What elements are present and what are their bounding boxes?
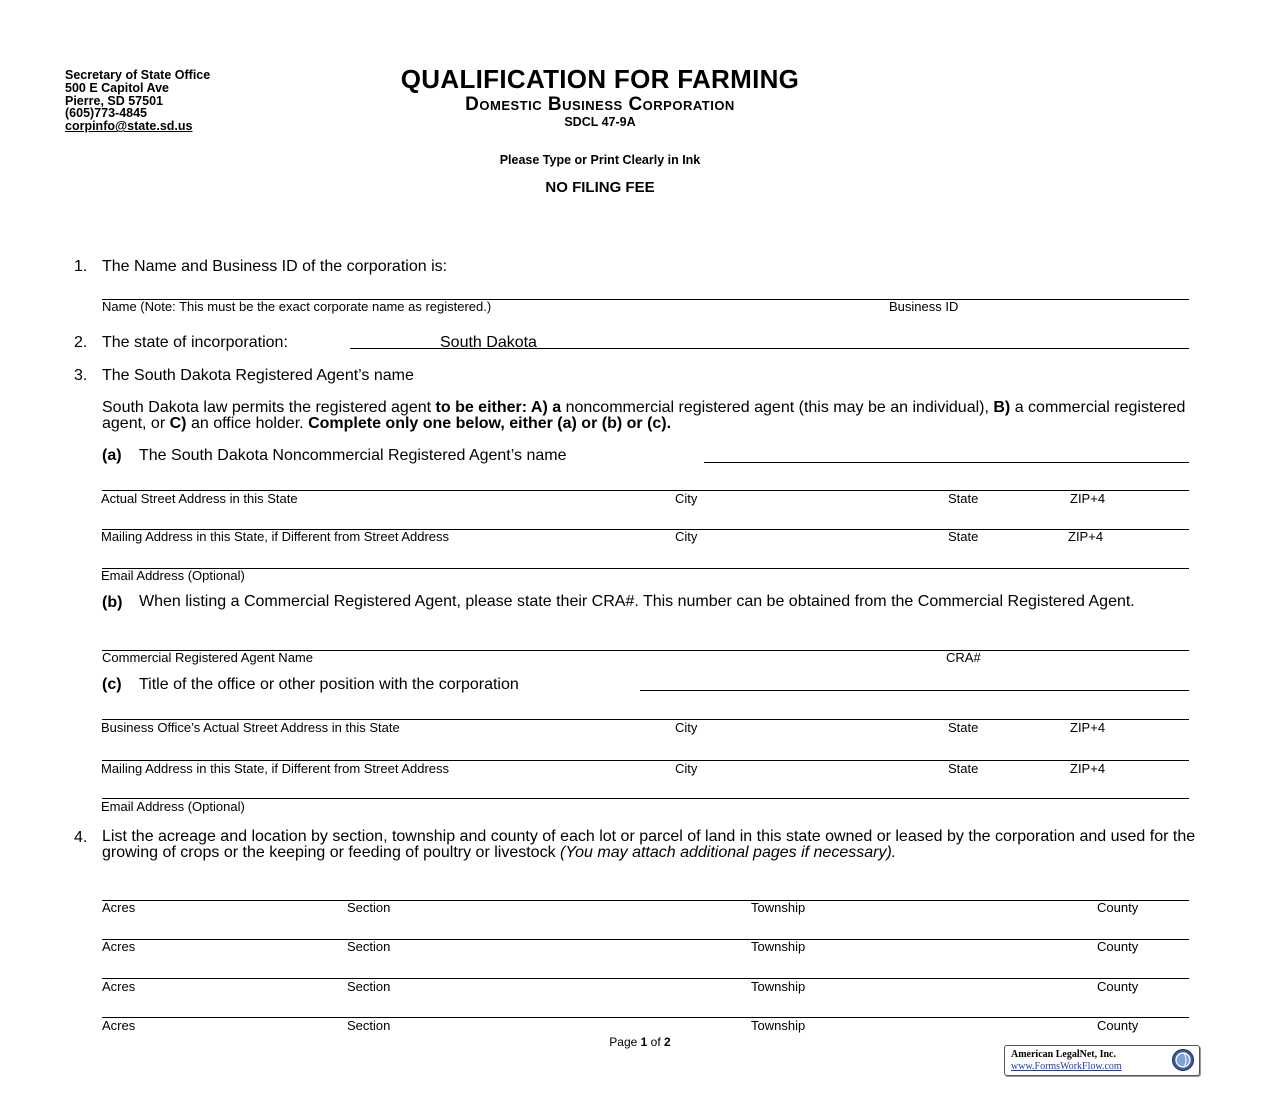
filing-fee-note: NO FILING FEE xyxy=(545,179,655,196)
acres-caption: Acres xyxy=(102,939,136,954)
business-id-caption: Business ID xyxy=(889,299,959,314)
office-email-field[interactable] xyxy=(102,798,1189,799)
agent-mailing-zip-caption: ZIP+4 xyxy=(1068,529,1104,544)
agent-email-caption: Email Address (Optional) xyxy=(101,568,245,583)
county-caption: County xyxy=(1097,1018,1139,1033)
section-caption: Section xyxy=(347,1018,391,1033)
form-title: QUALIFICATION FOR FARMING xyxy=(400,64,800,94)
option-a-label: (a) xyxy=(102,447,122,464)
office-city: Pierre, SD 57501 xyxy=(65,93,163,108)
acres-caption: Acres xyxy=(102,900,136,915)
american-legalnet-logo[interactable] xyxy=(1004,1045,1200,1076)
print-instruction: Please Type or Print Clearly in Ink xyxy=(499,153,701,167)
land-row-1[interactable] xyxy=(102,900,1189,901)
page-number: Page 1 of 2 xyxy=(609,1035,671,1049)
office-street-caption: Business Office’s Actual Street Address in this State xyxy=(101,720,400,735)
office-title-field[interactable] xyxy=(640,690,1189,691)
section-caption: Section xyxy=(347,900,391,915)
agent-email-field[interactable] xyxy=(102,568,1189,569)
q2-number: 2. xyxy=(74,334,88,351)
agent-mailing-city-caption: City xyxy=(675,529,698,544)
logo-company-name: American LegalNet, Inc. xyxy=(1011,1049,1116,1060)
state-of-incorporation-value: South Dakota xyxy=(440,334,537,351)
option-c-label: (c) xyxy=(102,676,122,693)
option-a-text: The South Dakota Noncommercial Registered Agent’s name xyxy=(139,447,567,464)
q4-text: List the acreage and location by section, township and county of each lot or parcel of land in this state owned or leased by the corporation and used for the growing of crops or the keeping or feeding of poultry or livestock (You may attach additional pages if necessary). xyxy=(102,828,1196,861)
township-caption: Township xyxy=(751,1018,806,1033)
agent-street-caption: Actual Street Address in this State xyxy=(101,491,298,506)
land-row-2[interactable] xyxy=(102,939,1189,940)
q4-number: 4. xyxy=(74,829,88,846)
agent-street-state-caption: State xyxy=(948,491,979,506)
township-caption: Township xyxy=(751,900,806,915)
agent-mailing-caption: Mailing Address in this State, if Different from Street Address xyxy=(101,529,450,544)
agent-street-zip-caption: ZIP+4 xyxy=(1070,491,1106,506)
globe-icon xyxy=(1171,1048,1195,1072)
commercial-agent-caption: Commercial Registered Agent Name xyxy=(102,650,313,665)
form-subtitle: Domestic Business Corporation xyxy=(465,94,735,115)
county-caption: County xyxy=(1097,979,1139,994)
section-caption: Section xyxy=(347,979,391,994)
office-phone: (605)773-4845 xyxy=(65,106,148,121)
office-mailing-city-caption: City xyxy=(675,761,698,776)
county-caption: County xyxy=(1097,939,1139,954)
option-c-text: Title of the office or other position with the corporation xyxy=(139,676,519,693)
registered-agent-instructions: South Dakota law permits the registered agent to be either: A) a noncommercial registered agent (this may be an individual), B) a commercial registered agent, or C) an office holder. Complete only one below, either (a) or (b) or (c). xyxy=(102,399,1186,432)
cra-number-caption: CRA# xyxy=(946,650,981,665)
q1-text: The Name and Business ID of the corporation is: xyxy=(102,258,448,275)
q3-text: The South Dakota Registered Agent’s name xyxy=(102,367,414,384)
land-row-4[interactable] xyxy=(102,1017,1189,1018)
logo-website-link[interactable]: www.FormsWorkFlow.com xyxy=(1011,1061,1122,1072)
office-name: Secretary of State Office xyxy=(65,68,211,82)
corp-name-caption: Name (Note: This must be the exact corporate name as registered.) xyxy=(102,299,492,314)
office-street-zip-caption: ZIP+4 xyxy=(1070,720,1106,735)
county-caption: County xyxy=(1097,900,1139,915)
acres-caption: Acres xyxy=(102,979,136,994)
office-address-block xyxy=(65,69,210,133)
q2-text: The state of incorporation: xyxy=(102,334,288,351)
agent-street-city-caption: City xyxy=(675,491,698,506)
township-caption: Township xyxy=(751,979,806,994)
office-mailing-state-caption: State xyxy=(948,761,979,776)
q3-number: 3. xyxy=(74,367,88,384)
noncommercial-agent-name-field[interactable] xyxy=(704,462,1189,463)
statute-reference: SDCL 47-9A xyxy=(564,115,636,129)
township-caption: Township xyxy=(751,939,806,954)
office-street-city-caption: City xyxy=(675,720,698,735)
q1-number: 1. xyxy=(74,258,88,275)
acres-caption: Acres xyxy=(102,1018,136,1033)
section-caption: Section xyxy=(347,939,391,954)
office-email-caption: Email Address (Optional) xyxy=(101,799,245,814)
land-row-3[interactable] xyxy=(102,978,1189,979)
agent-mailing-state-caption: State xyxy=(948,529,979,544)
office-mailing-caption: Mailing Address in this State, if Different from Street Address xyxy=(101,761,450,776)
office-email-link[interactable]: corpinfo@state.sd.us xyxy=(65,119,193,134)
office-street: 500 E Capitol Ave xyxy=(65,80,169,95)
office-street-state-caption: State xyxy=(948,720,979,735)
office-mailing-zip-caption: ZIP+4 xyxy=(1070,761,1106,776)
option-b-label: (b) xyxy=(102,594,123,611)
option-b-text: When listing a Commercial Registered Agent, please state their CRA#. This number can be obtained from the Commercial Registered Agent. xyxy=(139,593,1135,610)
